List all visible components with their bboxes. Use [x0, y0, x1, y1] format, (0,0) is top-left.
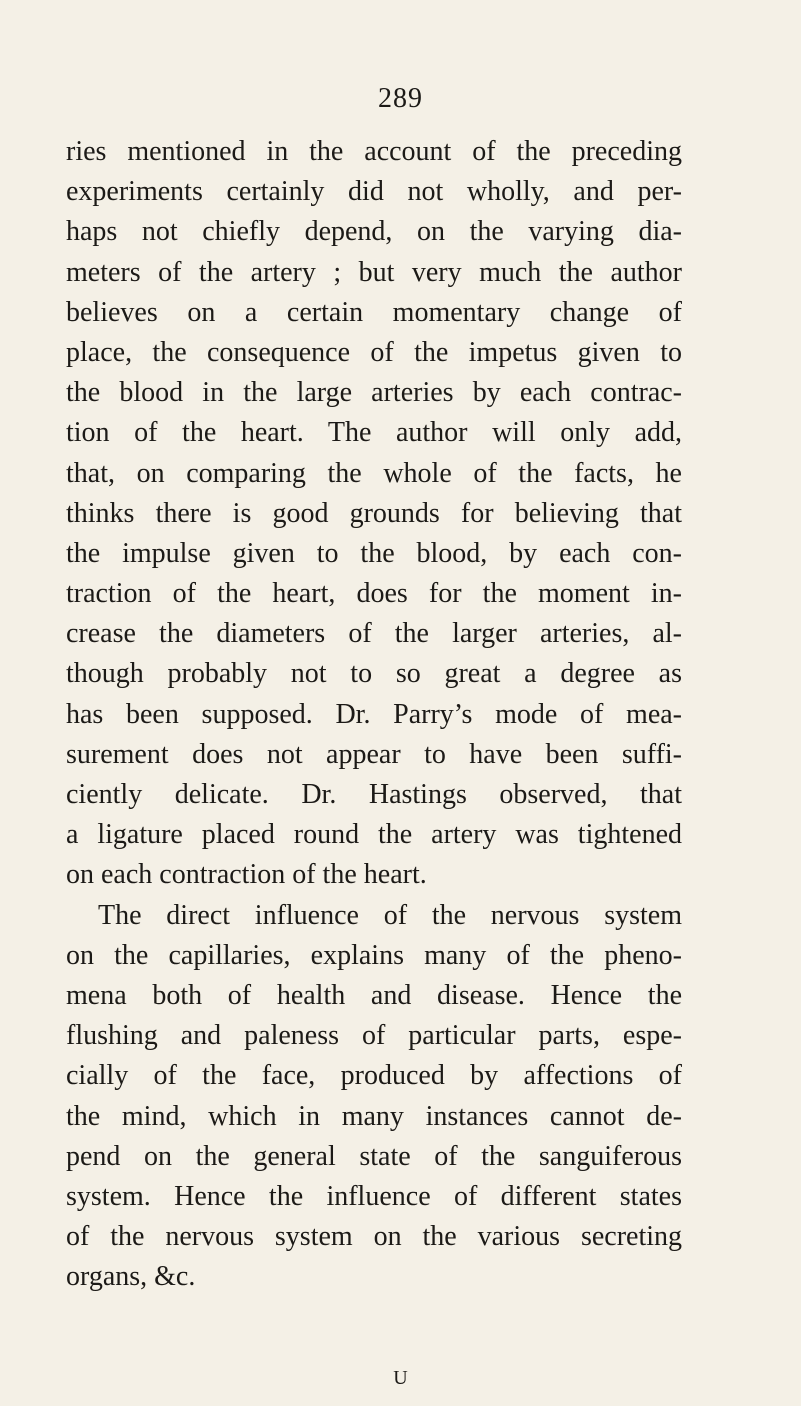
text-line: mena both of health and disease. Hence the [66, 979, 682, 1011]
text-line: the impulse given to the blood, by each con- [66, 537, 682, 569]
text-line: has been supposed. Dr. Parry’s mode of mea- [66, 698, 682, 730]
text-line: the mind, which in many instances cannot de- [66, 1100, 682, 1132]
text-line: thinks there is good grounds for believing that [66, 497, 682, 529]
paragraph-start-line: The direct influence of the nervous system [98, 899, 682, 931]
text-line: on the capillaries, explains many of the pheno- [66, 939, 682, 971]
text-line: flushing and paleness of particular parts, espe- [66, 1020, 682, 1052]
text-line: on each contraction of the heart. [66, 859, 427, 891]
page-number: 289 [378, 83, 423, 114]
text-line: believes on a certain momentary change of [66, 296, 682, 328]
text-line: tion of the heart. The author will only add, [66, 417, 682, 449]
text-line: crease the diameters of the larger arteries, al- [66, 618, 682, 650]
signature-mark: U [393, 1367, 408, 1389]
text-line: the blood in the large arteries by each contrac- [66, 377, 682, 409]
text-line: pend on the general state of the sanguiferous [66, 1140, 682, 1172]
text-line: haps not chiefly depend, on the varying dia- [66, 216, 682, 248]
text-line: of the nervous system on the various secreting [66, 1221, 682, 1253]
text-line: a ligature placed round the artery was tightened [66, 819, 682, 851]
body-text [66, 132, 682, 1297]
text-line: system. Hence the influence of different states [66, 1180, 682, 1212]
text-line: ciently delicate. Dr. Hastings observed, that [66, 779, 682, 810]
text-line: ries mentioned in the account of the preceding [66, 136, 682, 167]
text-line: cially of the face, produced by affections of [66, 1060, 682, 1092]
text-line: meters of the artery ; but very much the author [66, 256, 682, 288]
text-line: though probably not to so great a degree as [66, 658, 682, 690]
text-line: surement does not appear to have been suffi- [66, 738, 682, 770]
text-line: organs, &c. [66, 1261, 196, 1293]
text-line: place, the consequence of the impetus given to [66, 336, 682, 368]
text-line: that, on comparing the whole of the facts, he [66, 457, 682, 489]
text-line: experiments certainly did not wholly, and per- [66, 176, 682, 208]
text-line: traction of the heart, does for the moment in- [66, 578, 682, 610]
